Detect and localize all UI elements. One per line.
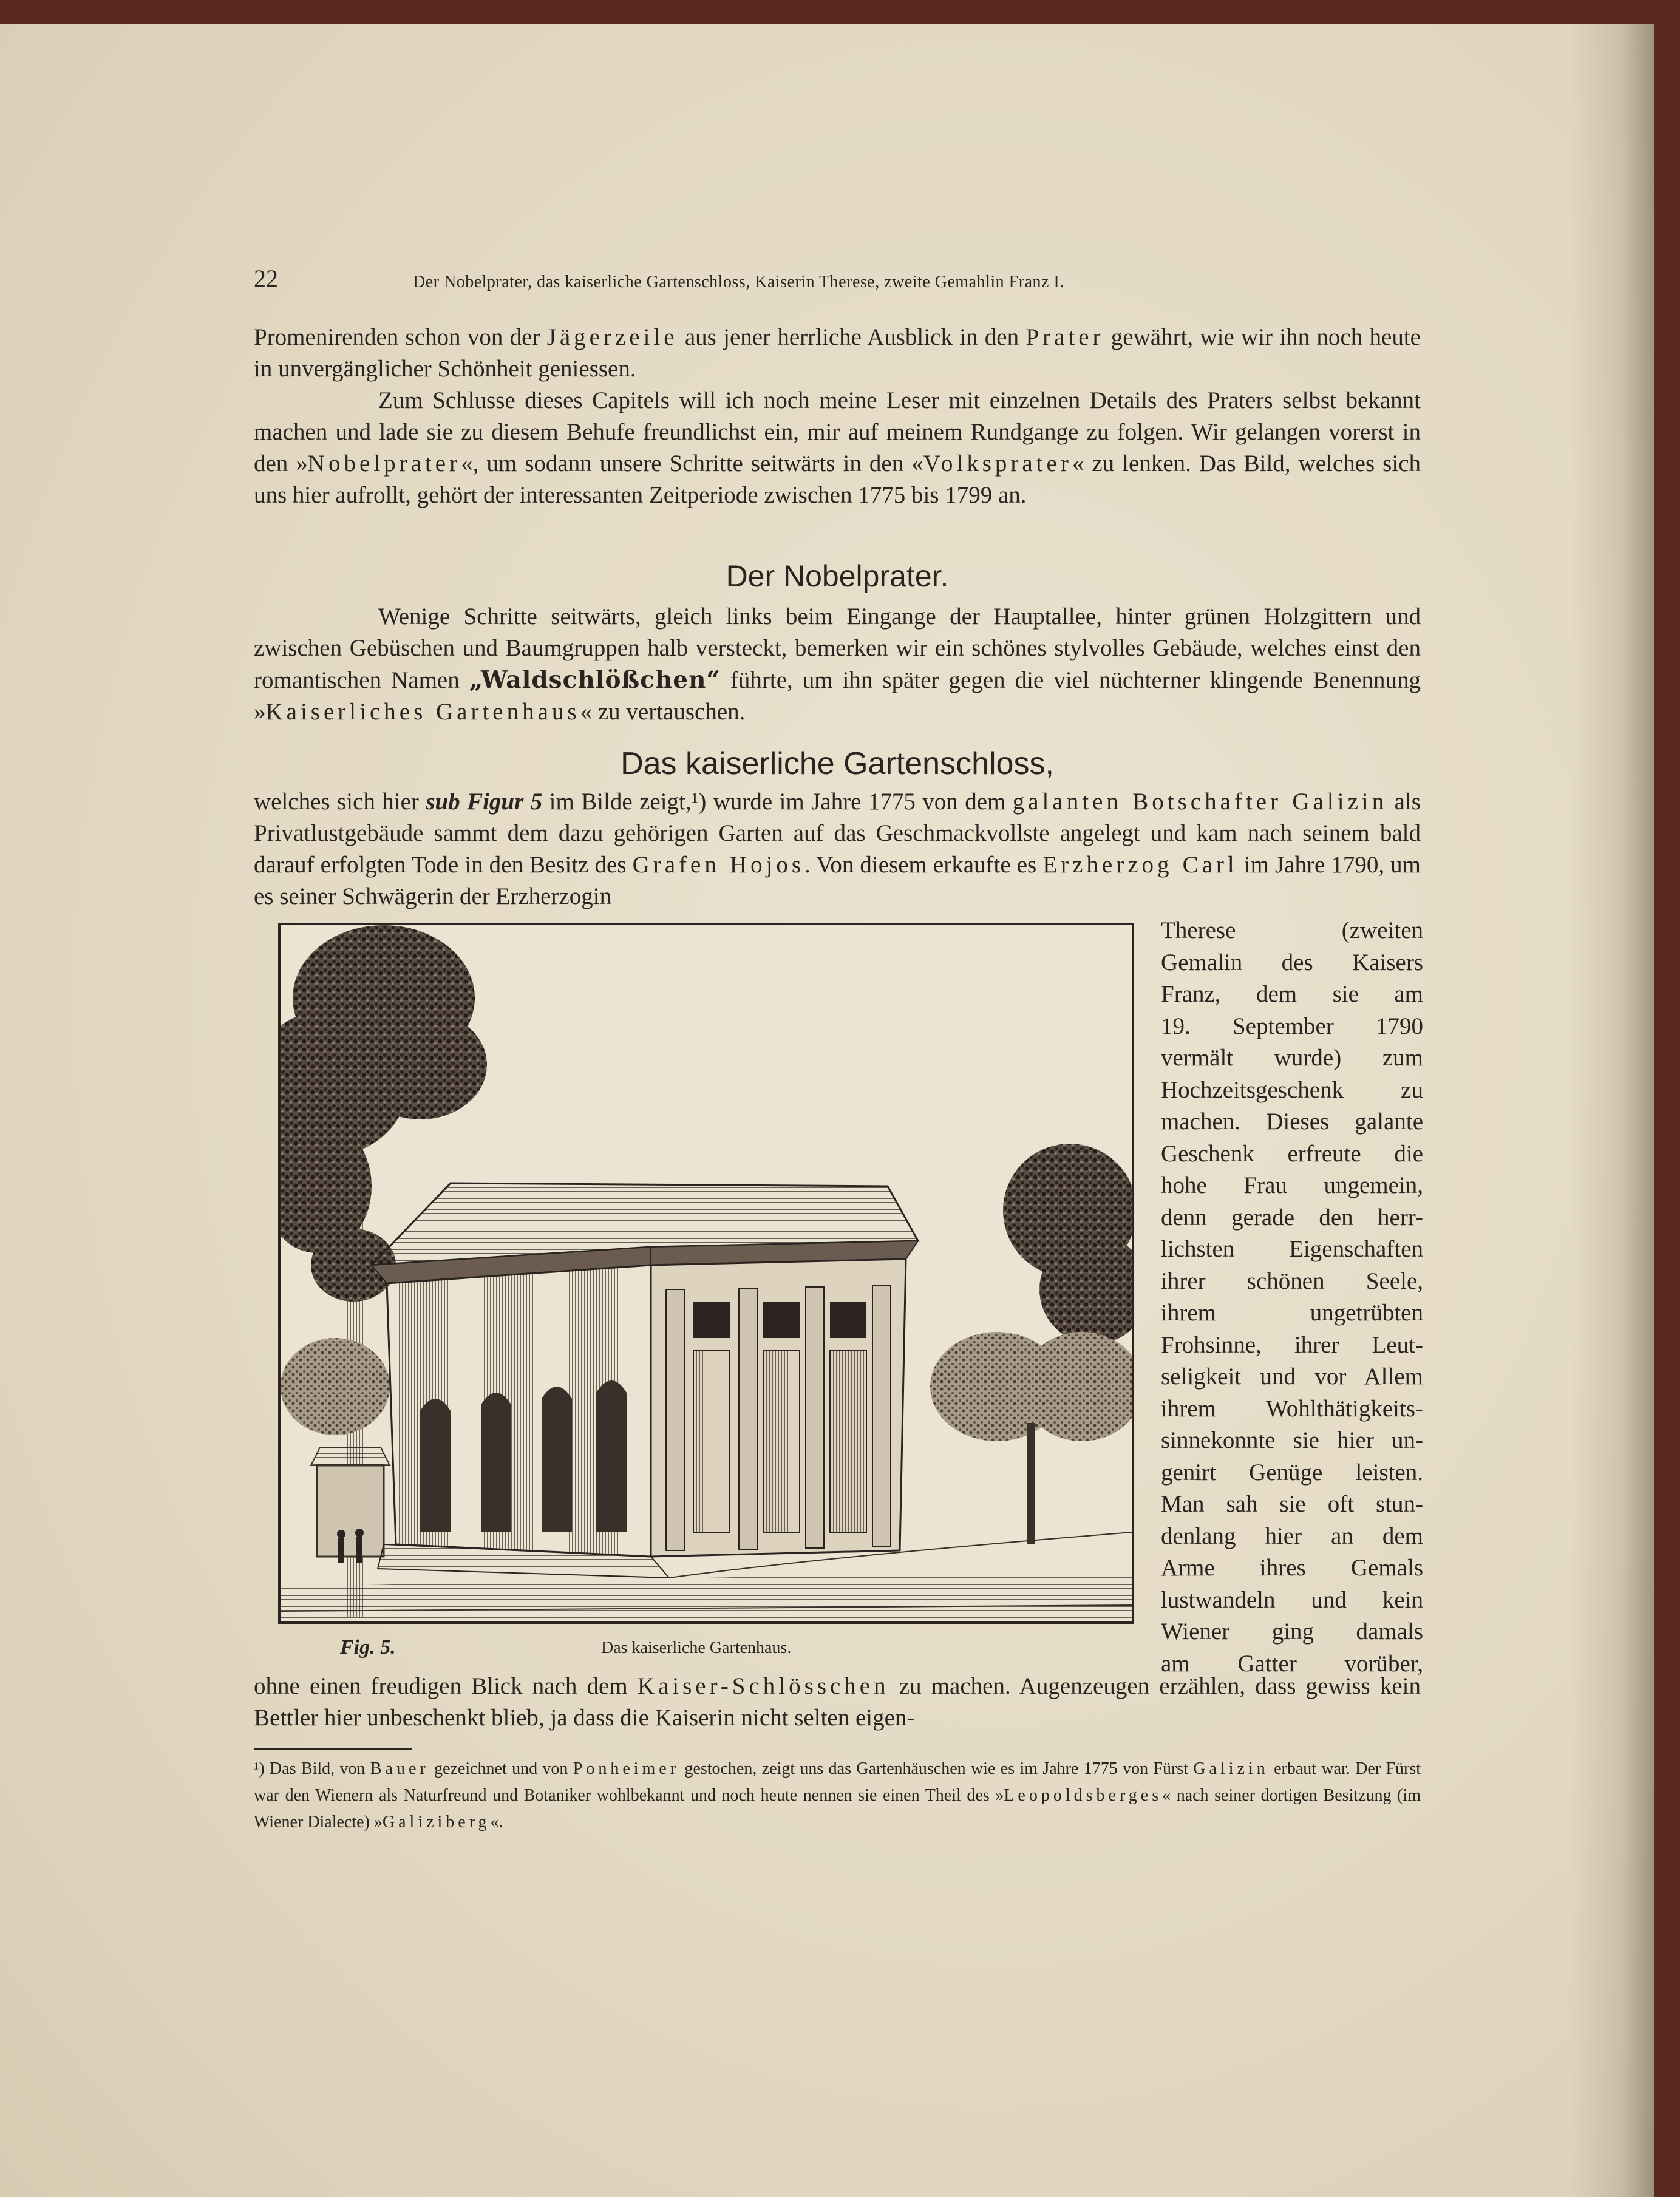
side-line: Geschenk erfreute die bbox=[1161, 1140, 1423, 1167]
side-line: am Gatter vorüber, bbox=[1161, 1650, 1423, 1677]
side-line: 19. September 1790 bbox=[1161, 1013, 1423, 1039]
section-heading-gartenschloss: Das kaiserliche Gartenschloss, bbox=[621, 746, 1054, 781]
continuation-paragraph: ohne einen freudigen Blick nach dem Kaiser-Schlösschen zu machen. Augenzeugen erzählen, dass gewiss kein Bettler hier unbeschenkt blieb, ja dass die Kaiserin nicht selten eigen- bbox=[254, 1673, 1421, 1731]
pavilion-building bbox=[372, 1183, 918, 1578]
page-gutter-shadow bbox=[1569, 24, 1654, 2197]
side-line: Hochzeitsgeschenk zu bbox=[1161, 1076, 1423, 1103]
figure-title: Das kaiserliche Gartenhaus. bbox=[601, 1638, 792, 1657]
side-line: Frohsinne, ihrer Leut- bbox=[1161, 1331, 1423, 1358]
garden-house-illustration bbox=[281, 925, 1132, 1621]
side-line: seligkeit und vor Allem bbox=[1161, 1363, 1423, 1390]
side-line: machen. Dieses galante bbox=[1161, 1109, 1423, 1135]
side-line: lustwandeln und kein bbox=[1161, 1586, 1423, 1613]
small-side-house bbox=[311, 1447, 390, 1557]
continuation-text bbox=[254, 1671, 1421, 1734]
side-line: vermält wurde) zum bbox=[1161, 1045, 1423, 1071]
side-line: ihrer schönen Seele, bbox=[1161, 1268, 1423, 1294]
side-line: Arme ihres Gemals bbox=[1161, 1555, 1423, 1581]
side-line: denn gerade den herr- bbox=[1161, 1204, 1423, 1231]
side-line: Gemalin des Kaisers bbox=[1161, 949, 1423, 976]
page-header bbox=[254, 264, 1438, 301]
section2-paragraph: welches sich hier sub Figur 5 im Bilde zeigt,¹) wurde im Jahre 1775 von dem galanten Botschafter Galizin als Privatlustgebäude sammt dem dazu gehörigen Garten auf das Geschmackvollste angelegt und kam nach seinem bald darauf erfolgten Tode in den Besitz des Grafen Hojos. Von diesem erkaufte es Erzherzog Carl im Jahre 1790, um es seiner Schwägerin der Erzherzogin bbox=[254, 789, 1421, 909]
side-line: Franz, dem sie am bbox=[1161, 981, 1423, 1007]
side-line: lichsten Eigenschaften bbox=[1161, 1236, 1423, 1262]
side-line: sinnekonnte sie hier un- bbox=[1161, 1427, 1423, 1453]
gothic-name: „Waldschlößchen“ bbox=[469, 666, 721, 694]
page-number: 22 bbox=[254, 265, 278, 292]
side-line: ihrem Wohlthätigkeits- bbox=[1161, 1395, 1423, 1422]
side-line: Therese (zweiten bbox=[1161, 917, 1423, 943]
side-line: hohe Frau ungemein, bbox=[1161, 1172, 1423, 1198]
section1-text bbox=[254, 601, 1421, 728]
running-title: Der Nobelprater, das kaiserliche Gartenschloss, Kaiserin Therese, zweite Gemahlin Franz I. bbox=[413, 273, 1064, 291]
side-line: Wiener ging damals bbox=[1161, 1618, 1423, 1645]
side-line: Man sah sie oft stun- bbox=[1161, 1491, 1423, 1517]
side-line: genirt Genüge leisten. bbox=[1161, 1459, 1423, 1486]
section-heading-nobelprater: Der Nobelprater. bbox=[726, 559, 949, 593]
intro-text bbox=[254, 322, 1421, 511]
side-column-text bbox=[1161, 915, 1423, 1680]
figure-label: Fig. 5. bbox=[340, 1636, 396, 1659]
side-line: denlang hier an dem bbox=[1161, 1523, 1423, 1549]
side-line: ihrem ungetrübten bbox=[1161, 1300, 1423, 1326]
intro-paragraph-1: Promenirenden schon von der Jägerzeile aus jener herrliche Ausblick in den Prater gewährt, wie wir ihn noch heute in unvergänglicher Schönheit geniessen. bbox=[254, 324, 1421, 382]
section1-paragraph: Wenige Schritte seitwärts, gleich links beim Eingange der Hauptallee, hinter grünen Holzgittern und zwischen Gebüschen und Baumgruppen halb versteckt, bemerken wir ein schönes stylvolles Gebäude, welches einst den romantischen Namen „Waldschlößchen“ führte, um ihn später gegen die viel nüchterner klingende Benennung »Kaiserliches Gartenhaus« zu vertauschen. bbox=[254, 603, 1421, 725]
footnote-rule bbox=[254, 1748, 412, 1750]
intro-paragraph-2: Zum Schlusse dieses Capitels will ich noch meine Leser mit einzelnen Details des Praters selbst bekannt machen und lade sie zu diesem Behufe freundlichst ein, mir auf meinem Rundgange zu folgen. Wir gelangen vorerst in den »Nobelprater«, um sodann unsere Schritte seitwärts in den «Volksprater« zu lenken. Das Bild, welches sich uns hier aufrollt, gehört der interessanten Zeitperiode zwischen 1775 bis 1799 an. bbox=[254, 387, 1421, 508]
footnote: ¹) Das Bild, von Bauer gezeichnet und von Ponheimer gestochen, zeigt uns das Gartenhäuschen wie es im Jahre 1775 von Fürst Galizin erbaut war. Der Fürst war den Wienern als Naturfreund und Botaniker wohlbekannt und noch heute nennen sie einen Theil des »Leopoldsberges« nach seiner dortigen Besitzung (im Wiener Dialecte) »Galiziberg«. bbox=[254, 1759, 1421, 1832]
section2-text bbox=[254, 786, 1421, 912]
figure-engraving bbox=[278, 923, 1134, 1624]
